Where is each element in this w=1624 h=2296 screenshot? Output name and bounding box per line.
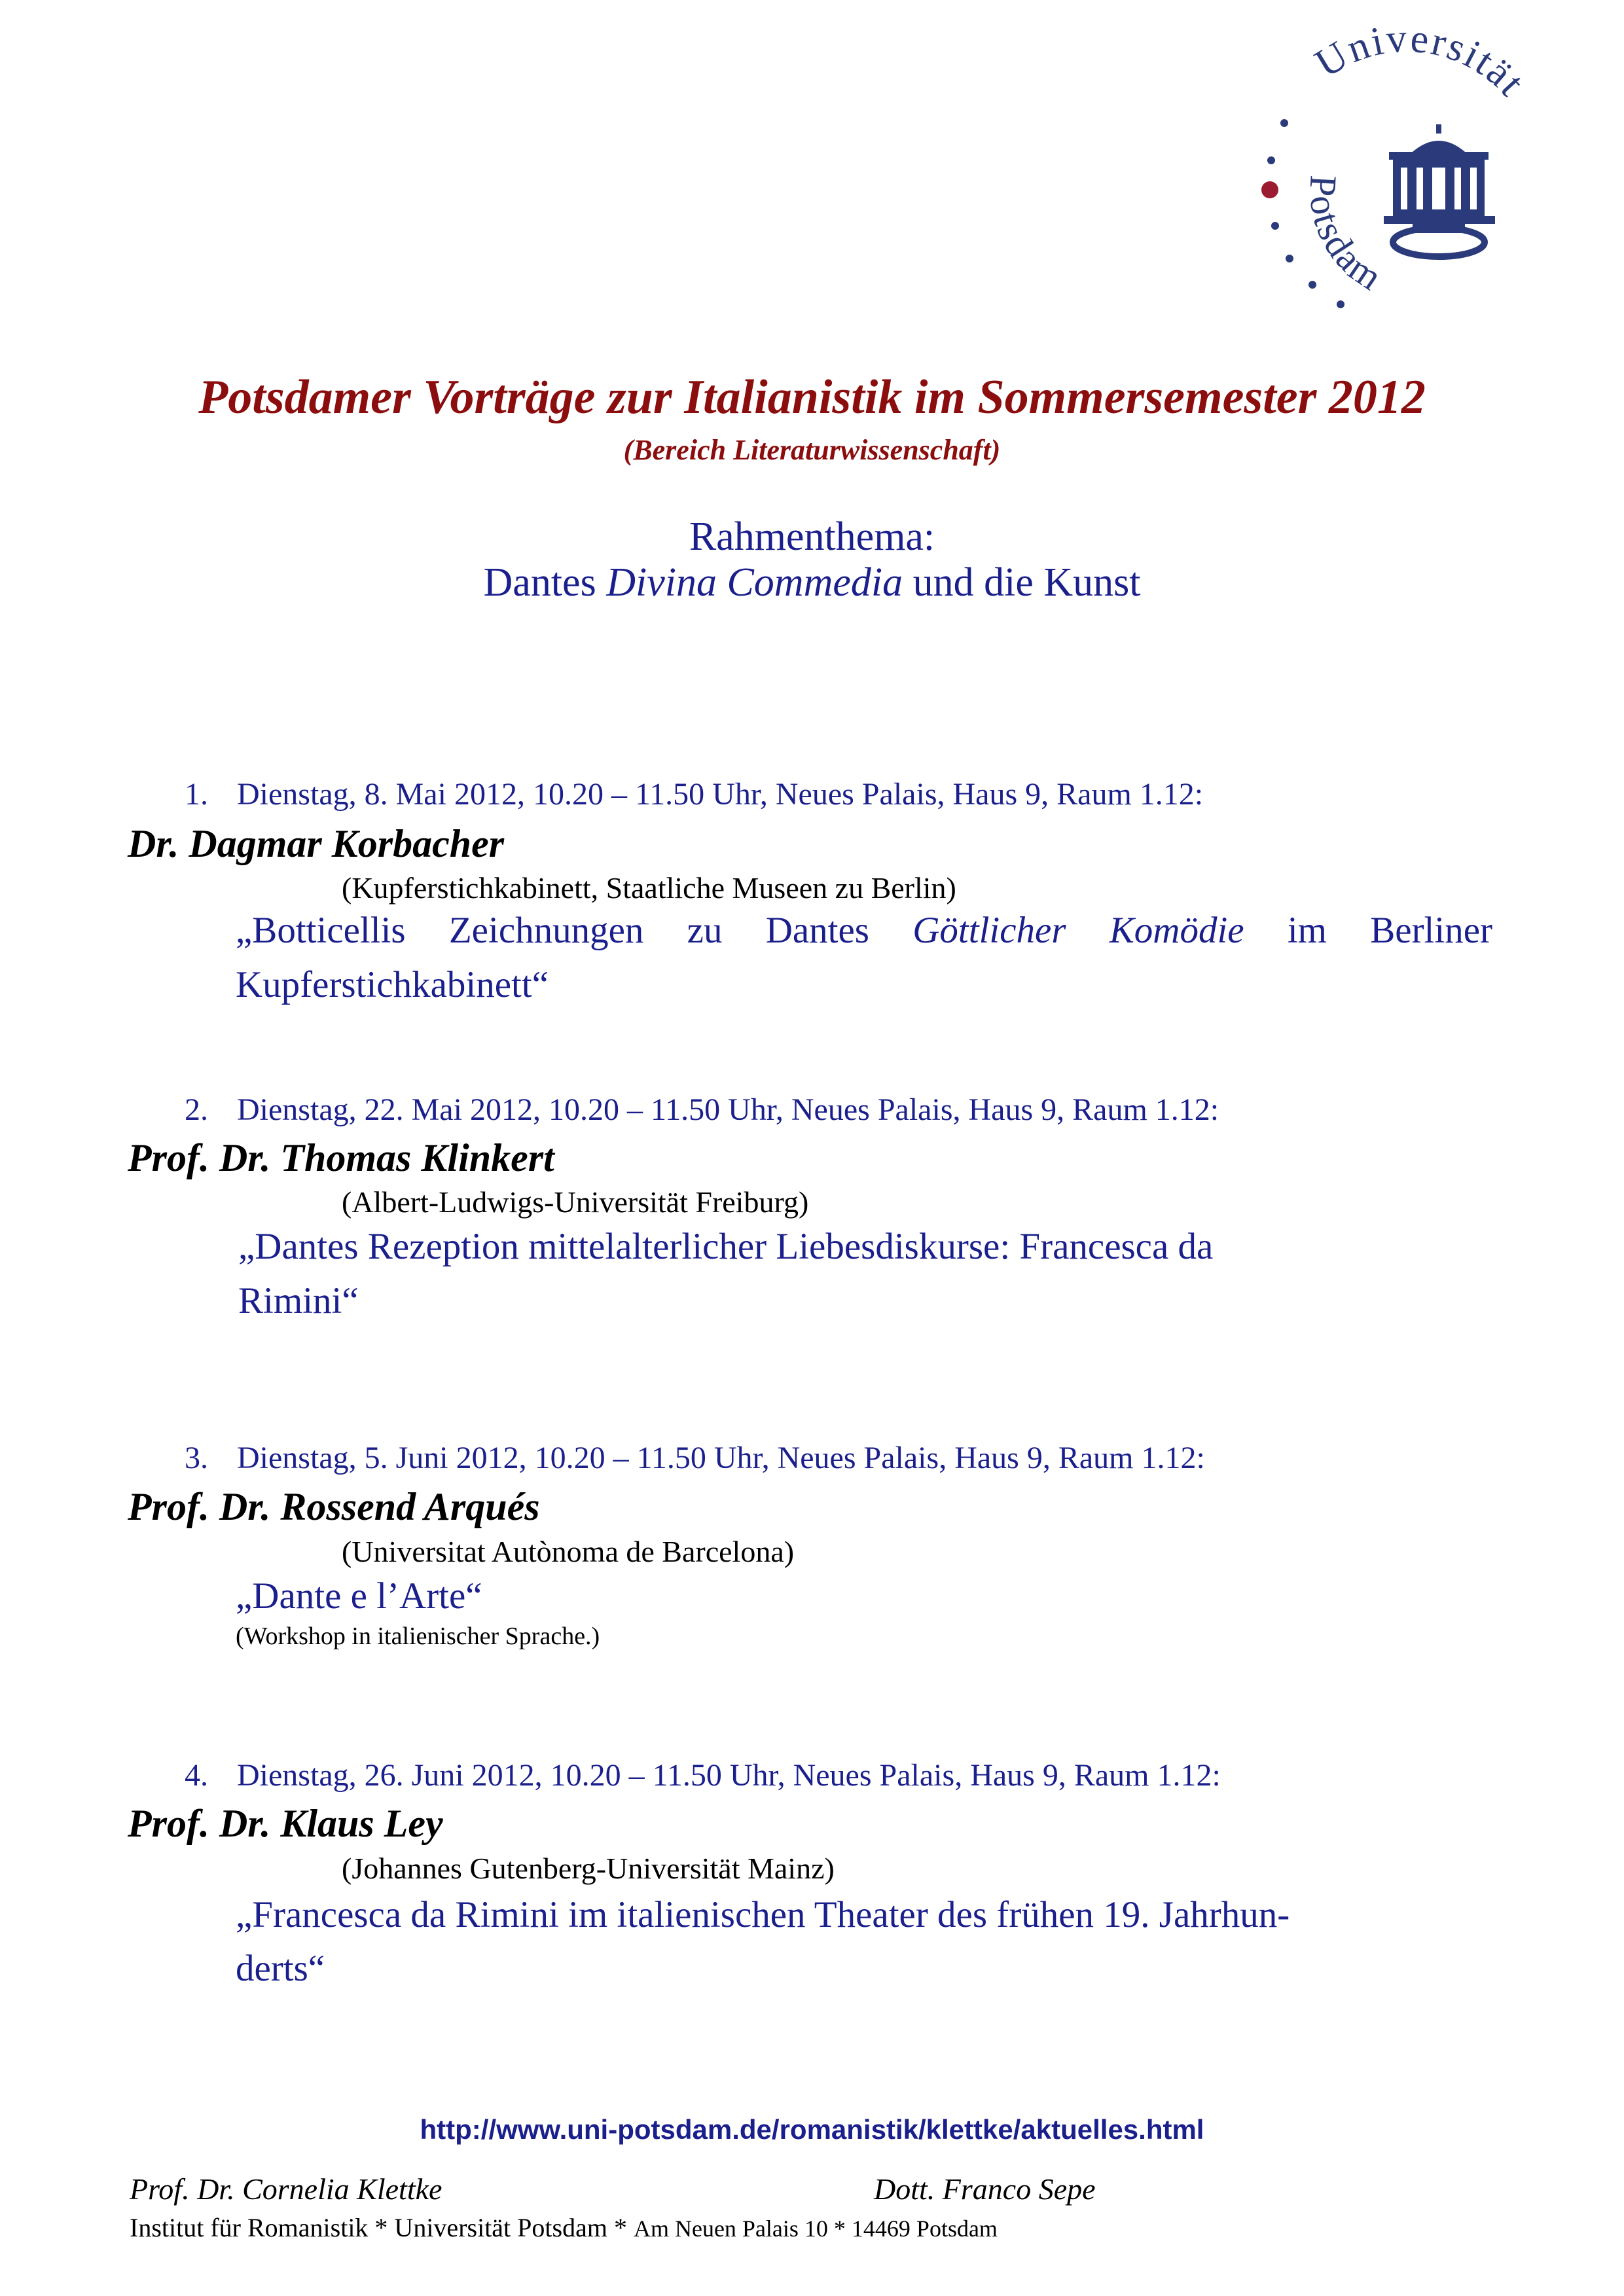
lecture-1-number: 1. [185,777,208,812]
theme-label: Rahmenthema: [689,514,935,559]
theme-title [0,560,1624,606]
lecture-3-note: (Workshop in italienischer Sprache.) [236,1623,600,1650]
theme-title-post: und die Kunst [903,560,1141,605]
theme-title-pre: Dantes [483,560,607,605]
lecture-4-institution: (Johannes Gutenberg-Universität Mainz) [342,1852,835,1885]
signature-left: Prof. Dr. Cornelia Klettke [130,2172,442,2206]
lecture-4-date: Dienstag, 26. Juni 2012, 10.20 – 11.50 Uhr, Neues Palais, Haus 9, Raum 1.12: [237,1758,1221,1793]
theme-title-italic: Divina Commedia [606,560,903,605]
logo-graphic [1244,26,1532,327]
lecture-4-speaker: Prof. Dr. Klaus Ley [128,1802,443,1845]
page-subtitle: (Bereich Literaturwissenschaft) [623,434,1001,466]
lecture-2-institution: (Albert-Ludwigs-Universität Freiburg) [342,1185,809,1219]
lecture-1-title [236,903,1492,1012]
lecture-1-title-post: im Berliner Kupferstichkabinett“ [236,910,1493,1005]
lecture-3-institution: (Universitat Autònoma de Barcelona) [342,1535,795,1568]
lecture-1-date: Dienstag, 8. Mai 2012, 10.20 – 11.50 Uhr, Neues Palais, Haus 9, Raum 1.12: [237,777,1204,812]
lecture-2-title-line2: Rimini“ [238,1280,359,1321]
university-logo [1244,26,1532,327]
lecture-3-number: 3. [185,1441,208,1475]
page-title: Potsdamer Vorträge zur Italianistik im Sommersemester 2012 [198,370,1426,424]
lecture-2-number: 2. [185,1092,208,1127]
lecture-2-title-line1: „Dantes Rezeption mittelalterlicher Liebesdiskurse: Francesca da [238,1226,1214,1267]
lecture-2-speaker: Prof. Dr. Thomas Klinkert [128,1136,554,1179]
palace-icon [1384,124,1495,257]
red-dot [1261,181,1278,198]
lecture-1-speaker: Dr. Dagmar Korbacher [128,822,505,865]
lecture-3-speaker: Prof. Dr. Rossend Arqués [128,1485,540,1528]
lecture-4-title-line2: derts“ [236,1948,325,1989]
institute-address [130,2212,998,2243]
lecture-1-title-pre: „Botticellis Zeichnungen zu Dantes [236,910,913,951]
lecture-4-title-line1: „Francesca da Rimini im italienischen Theater des frühen 19. Jahrhun- [236,1894,1290,1935]
institute-main: Institut für Romanistik * Universität Potsdam * [130,2213,634,2242]
lecture-4-number: 4. [185,1758,208,1793]
website-link[interactable]: http://www.uni-potsdam.de/romanistik/klettke/aktuelles.html [420,2114,1204,2145]
svg-text:Universität [1308,26,1532,105]
signature-right: Dott. Franco Sepe [874,2172,1096,2206]
lecture-2-date: Dienstag, 22. Mai 2012, 10.20 – 11.50 Uhr, Neues Palais, Haus 9, Raum 1.12: [237,1092,1219,1127]
logo-word-side: Potsdam [1301,174,1391,299]
logo-word-top: Universität [1307,26,1532,106]
svg-text:Potsdam [1301,174,1390,298]
lecture-3-date: Dienstag, 5. Juni 2012, 10.20 – 11.50 Uhr, Neues Palais, Haus 9, Raum 1.12: [237,1441,1205,1475]
lecture-1-institution: (Kupferstichkabinett, Staatliche Museen zu Berlin) [342,871,956,905]
lecture-1-title-italic: Göttlicher Komödie [912,910,1244,951]
lecture-3-title: „Dante e l’Arte“ [236,1575,482,1617]
institute-address-small: Am Neuen Palais 10 * 14469 Potsdam [633,2215,998,2242]
